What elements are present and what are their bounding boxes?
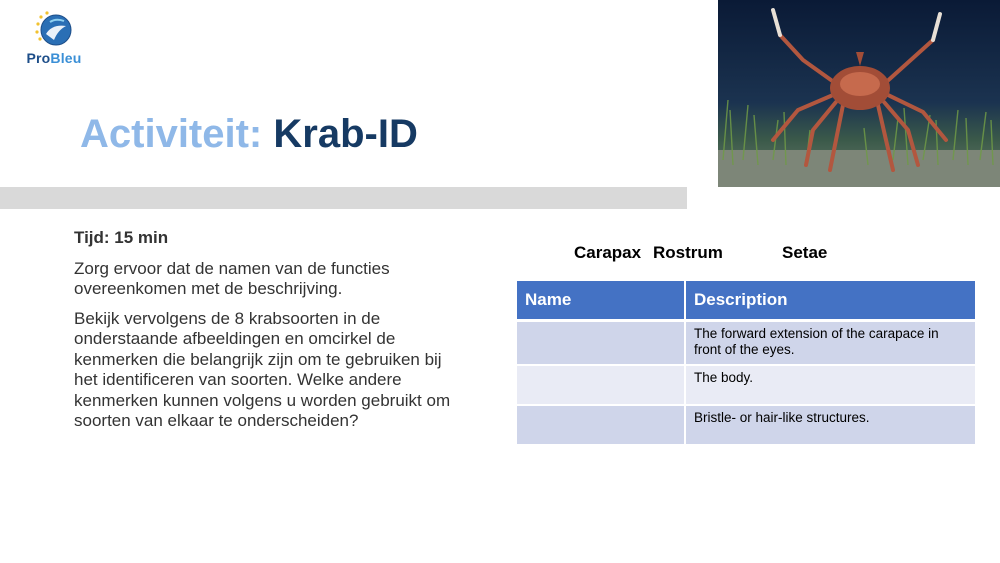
term-carapax: Carapax [574, 243, 642, 262]
title-underline-bar [0, 187, 687, 209]
crab-photo-image [718, 0, 1000, 187]
header-name: Name [517, 281, 685, 321]
instructions [74, 228, 454, 441]
crab-photo [718, 0, 1000, 187]
description-cell: The body. [685, 365, 976, 405]
logo-text-pro: Pro [26, 50, 51, 66]
header-description: Description [685, 281, 976, 321]
logo-mark-icon [32, 10, 76, 50]
instruction-paragraph-1: Zorg ervoor dat de namen van de functies overeenkomen met de beschrijving. [74, 258, 390, 298]
table-header-row [517, 281, 976, 321]
term-rostrum: Rostrum [653, 243, 723, 262]
description-table [517, 281, 977, 446]
instruction-paragraph-2: Bekijk vervolgens de 8 krabsoorten in de onderstaande afbeeldingen en omcirkel de kenmerken die belangrijk zijn om te gebruiken bij het identificeren van soorten. Welke andere kenmerken kunnen volgens u worden gebruikt om soorten van elkaar te onderscheiden? [74, 308, 451, 430]
logo-text-bleu: Bleu [50, 50, 82, 66]
table-row [517, 365, 976, 405]
term-setae: Setae [782, 243, 828, 262]
description-cell: Bristle- or hair-like structures. [685, 405, 976, 445]
name-cell [517, 365, 685, 405]
probleu-logo [22, 8, 86, 68]
page-title [80, 112, 418, 157]
name-cell [517, 321, 685, 366]
table-row [517, 405, 976, 445]
name-cell [517, 405, 685, 445]
title-prefix: Activiteit: [80, 112, 263, 156]
activity-time: Tijd: 15 min [74, 228, 169, 247]
title-main: Krab-ID [273, 112, 418, 156]
description-cell: The forward extension of the carapace in front of the eyes. [685, 321, 976, 366]
logo-text [22, 50, 86, 66]
table-row [517, 321, 976, 366]
